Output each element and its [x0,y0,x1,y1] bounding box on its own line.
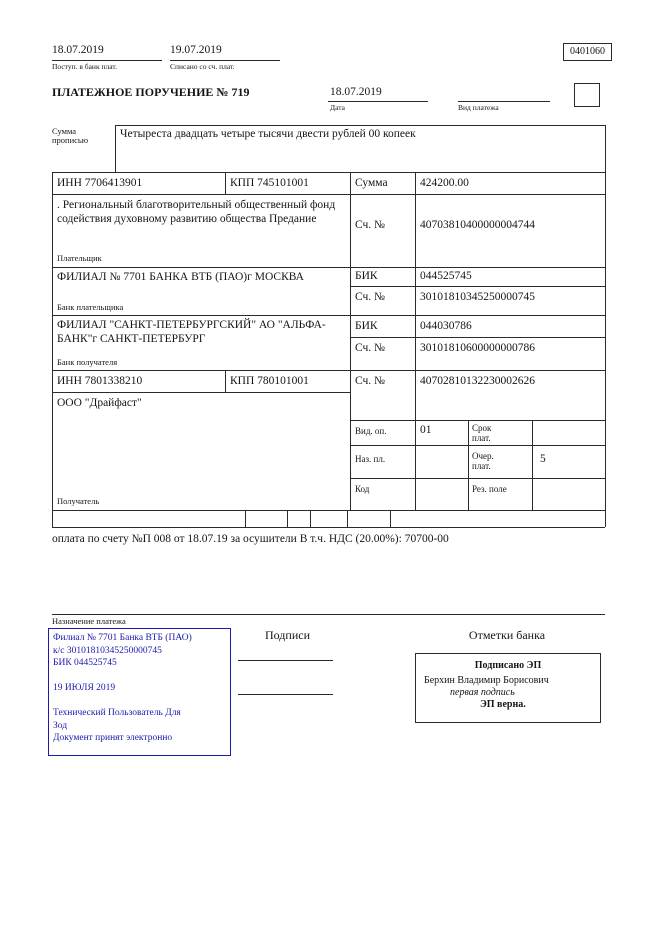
document-title: ПЛАТЕЖНОЕ ПОРУЧЕНИЕ № 719 [52,85,250,99]
payer-bank-bik-label: БИК [355,270,378,282]
reserve-field-label: Рез. поле [472,484,507,494]
payee-bank-bik: 044030786 [420,320,472,332]
payer-bank-bik: 044525745 [420,270,472,282]
signature-line [238,694,333,695]
payer-account-label: Сч. № [355,219,386,231]
divider-line [52,267,605,268]
form-code-box: 0401060 [563,43,612,61]
payee-inn: ИНН 7801338210 [57,375,143,387]
purpose-code-label: Наз. пл. [355,454,386,464]
divider-line [350,337,605,338]
date-label: Дата [330,103,345,112]
op-kind-value: 01 [420,424,432,436]
payee-kpp: КПП 780101001 [230,375,309,387]
payer-bank-account-label: Сч. № [355,291,386,303]
payment-term-label: Срок плат. [472,423,492,444]
payee-bank-bik-label: БИК [355,320,378,332]
payer-bank-account: 30101810345250000745 [420,291,535,303]
divider-line [350,172,351,510]
priority-label: Очер. плат. [472,451,494,472]
payer-section-label: Плательщик [57,253,102,263]
divider-line [52,172,53,527]
payee-section-label: Получатель [57,496,100,506]
divider-line [390,510,391,527]
payer-inn: ИНН 7706413901 [57,177,143,189]
payer-bank-section-label: Банк плательщика [57,302,124,312]
divider-line [310,510,311,527]
code-label: Код [355,484,370,494]
divider-line [52,172,605,173]
stamp-line [53,695,226,708]
divider-line [458,101,550,102]
divider-line [350,478,605,479]
divider-line [245,510,246,527]
electronic-signature-box [415,653,601,723]
stamp-line: Документ принят электронно [53,733,173,743]
divider-line [52,527,605,528]
stamp-line: Филиал № 7701 Банка ВТБ (ПАО) [53,633,192,643]
divider-line [350,420,605,421]
stamp-line [53,670,226,683]
divider-line [170,60,280,61]
payer-name: . Региональный благотворительный общественный фонд содействия духовному развитию общества Предание [57,199,336,225]
signature-line [238,660,333,661]
payee-bank-account-label: Сч. № [355,342,386,354]
debited-date-label: Списано со сч. плат. [170,62,235,71]
received-date: 18.07.2019 [52,44,104,56]
divider-line [328,101,428,102]
amount-words-value: Четыреста двадцать четыре тысячи двести рублей 00 копеек [120,128,416,140]
payer-kpp: КПП 745101001 [230,177,309,189]
priority-value: 5 [540,453,546,465]
received-date-label: Поступ. в банк плат. [52,62,117,71]
divider-line [115,125,116,172]
divider-line [225,370,226,392]
divider-line [52,60,162,61]
divider-line [225,172,226,194]
stamp-line: Зод [53,720,68,731]
payment-kind-label: Вид платежа [458,103,499,112]
sum-value: 424200.00 [420,177,469,189]
divider-line [532,420,533,510]
divider-line [350,286,605,287]
esign-signer-name: Берхин Владимир Борисович [424,675,549,686]
payment-purpose-text: оплата по счету №П 008 от 18.07.19 за осушители В т.ч. НДС (20.00%): 70700-00 [52,533,449,545]
divider-line [52,392,350,393]
divider-line [415,172,416,510]
payee-bank-section-label: Банк получателя [57,357,118,367]
payee-account-label: Сч. № [355,375,386,387]
bank-marks-label: Отметки банка [468,628,546,642]
stamp-line: к/с 30101810345250000745 [53,645,162,656]
payer-account: 40703810400000004744 [420,219,535,231]
signatures-label: Подписи [264,628,311,642]
payer-bank-name: ФИЛИАЛ № 7701 БАНКА ВТБ (ПАО)г МОСКВА [57,271,304,283]
sum-label: Сумма [355,177,388,189]
divider-line [52,194,605,195]
stamp-line: 19 ИЮЛЯ 2019 [53,683,116,693]
amount-words-label: Сумма прописью [52,126,89,146]
payment-kind-box [574,83,600,107]
document-date: 18.07.2019 [330,86,382,98]
divider-line [347,510,348,527]
payee-account: 40702810132230002626 [420,375,535,387]
bank-electronic-stamp [48,628,231,756]
esign-kind: первая подпись [450,687,515,698]
payee-bank-name: ФИЛИАЛ "САНКТ-ПЕТЕРБУРГСКИЙ" АО "АЛЬФА-БАНК"г САНКТ-ПЕТЕРБУРГ [57,319,326,345]
esign-verified: ЭП верна. [480,699,526,710]
divider-line [52,315,605,316]
divider-line [52,510,605,511]
divider-line [468,420,469,510]
divider-line [52,614,605,615]
payee-name: ООО "Драйфаст" [57,397,142,409]
stamp-line: БИК 044525745 [53,658,117,668]
divider-line [115,125,605,126]
divider-line [52,370,605,371]
op-kind-label: Вид. оп. [355,426,387,436]
esign-title: Подписано ЭП [474,660,542,671]
payee-bank-account: 30101810600000000786 [420,342,535,354]
divider-line [350,445,605,446]
divider-line [287,510,288,527]
stamp-line: Технический Пользователь Для [53,708,181,718]
payment-purpose-label: Назначение платежа [52,616,126,626]
debited-date: 19.07.2019 [170,44,222,56]
divider-line [605,125,606,527]
